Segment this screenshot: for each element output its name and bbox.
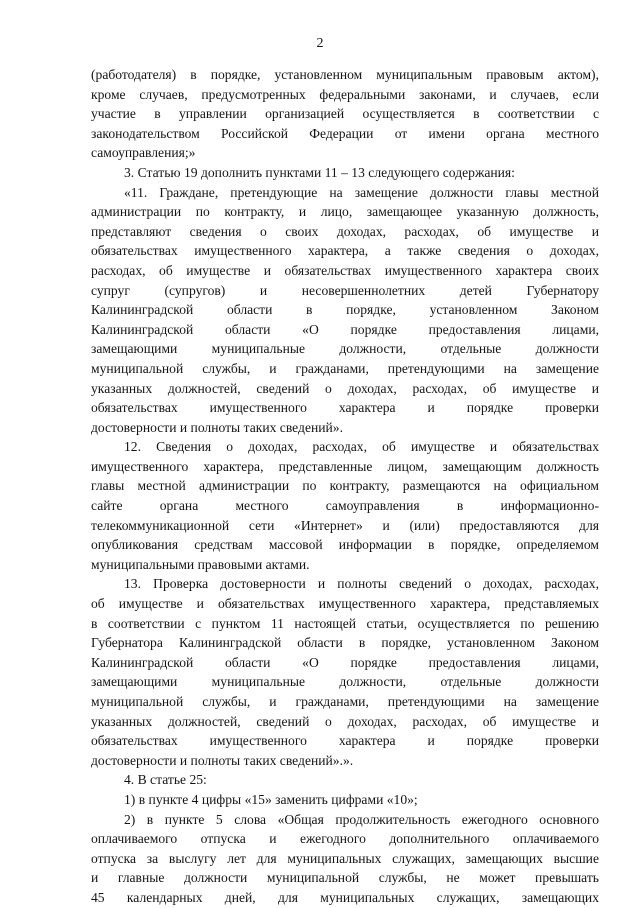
text-line: 1) в пункте 4 цифры «15» заменить цифрами «10»;: [124, 791, 418, 807]
text-line: расходах, об имуществе и обязательствах имущественного характера своих: [91, 262, 599, 278]
text-line: в соответствии с пунктом 11 настоящей статьи, осуществляется по решению: [91, 615, 599, 631]
text-line: муниципальной службы, и гражданами, претендующими на замещение: [91, 694, 599, 709]
text-line: Калининградской области «О порядке предоставления лицами,: [91, 321, 599, 337]
body-text: [91, 65, 599, 908]
text-line: имущественного характера, представленные лицом, замещающим должность: [91, 458, 599, 474]
text-line: муниципальной службы, и гражданами, претендующими на замещение: [91, 360, 599, 376]
text-line: оплачиваемого отпуска и ежегодного дополнительного оплачиваемого: [91, 831, 599, 847]
text-line: опубликования средствам массовой информации в порядке, определяемом: [91, 537, 599, 553]
text-line: отпуска за выслугу лет для муниципальных служащих, замещающих высшие: [91, 850, 599, 866]
text-line: 13. Проверка достоверности и полноты сведений о доходах, расходах,: [124, 576, 599, 592]
text-line: и главные должности муниципальной службы, не может превышать: [91, 870, 599, 886]
text-line: указанных должностей, сведений о доходах, расходах, об имуществе и: [91, 380, 599, 396]
text-line: кроме случаев, предусмотренных федеральными законами, и случаев, если: [91, 86, 599, 102]
text-line: главы местной администрации по контракту, размещаются на официальном: [91, 478, 599, 494]
text-line: достоверности и полноты таких сведений».: [91, 419, 343, 435]
text-line: представляют сведения о своих доходах, расходах, об имуществе и: [91, 223, 599, 239]
text-line: сайте органа местного самоуправления в информационно-: [91, 498, 599, 514]
text-line: муниципальными правовыми актами.: [91, 556, 310, 572]
text-line: обязательствах имущественного характера, а также сведения о доходах,: [91, 243, 599, 259]
text-line: участие в управлении организацией осуществляется в соответствии с: [91, 106, 599, 122]
text-line: администрации по контракту, и лицо, замещающее указанную должность,: [91, 204, 599, 220]
text-line: обязательствах имущественного характера и порядке проверки: [91, 400, 599, 416]
text-line: замещающими муниципальные должности, отдельные должности: [91, 341, 599, 357]
text-line: самоуправления;»: [91, 145, 196, 161]
text-line: Губернатора Калининградской области в порядке, установленном Законом: [91, 635, 599, 651]
text-line: супруг (супругов) и несовершеннолетних детей Губернатору: [91, 282, 599, 298]
text-line: 4. В статье 25:: [124, 772, 207, 788]
text-line: 12. Сведения о доходах, расходах, об имуществе и обязательствах: [124, 439, 599, 455]
text-line: 3. Статью 19 дополнить пунктами 11 – 13 следующего содержания:: [124, 164, 515, 180]
text-line: указанных должностей, сведений о доходах, расходах, об имуществе и: [91, 713, 599, 729]
text-line: об имуществе и обязательствах имущественного характера, представляемых: [91, 596, 599, 612]
text-line: 2) в пункте 5 слова «Общая продолжительность ежегодного основного: [124, 811, 599, 827]
text-line: достоверности и полноты таких сведений».».: [91, 752, 354, 768]
text-line: обязательствах имущественного характера и порядке проверки: [91, 733, 599, 749]
text-line: замещающими муниципальные должности, отдельные должности: [91, 674, 599, 690]
page-number: 2: [316, 36, 324, 51]
text-line: Калининградской области «О порядке предоставления лицами,: [91, 654, 599, 670]
text-line: 45 календарных дней, для муниципальных служащих, замещающих: [91, 889, 599, 905]
text-line: Калининградской области в порядке, установленном Законом: [91, 302, 599, 318]
text-line: (работодателя) в порядке, установленном муниципальным правовым актом),: [91, 67, 599, 82]
text-line: телекоммуникационной сети «Интернет» и (или) предоставляются для: [91, 517, 599, 533]
text-line: «11. Граждане, претендующие на замещение должности главы местной: [124, 184, 599, 200]
text-line: законодательством Российской Федерации от имени органа местного: [91, 125, 599, 141]
